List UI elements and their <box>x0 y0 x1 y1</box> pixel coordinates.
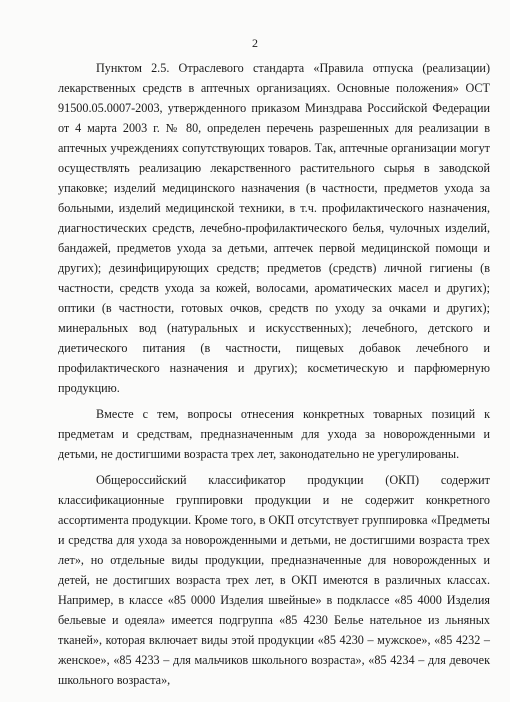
document-body <box>58 58 490 690</box>
paragraph-okp-classification: Общероссийский классификатор продукции (ОКП) содержит классификационные группировки продукции и не содержит конкретного ассортимента продукции. Кроме того, в ОКП отсутствует группировка «Предметы и средства для ухода за новорожденными и детьми, не достигшими возраста трех лет», но отдельные виды продукции, предназначенные для новорожденных и детей, не достигших возраста трех лет, в ОКП имеются в различных классах. Например, в классе «85 0000 Изделия швейные» в подклассе «85 4000 Изделия бельевые и одеяла» имеется подгруппа «85 4230 Белье нательное из льняных тканей», которая включает виды этой продукции «85 4230 – мужское», «85 4232 – женское», «85 4233 – для мальчиков школьного возраста», «85 4234 – для девочек школьного возраста», <box>58 473 490 687</box>
paragraph-pharmacy-goods: Пунктом 2.5. Отраслевого стандарта «Правила отпуска (реализации) лекарственных средств в аптечных организациях. Основные положения» ОСТ 91500.05.0007-2003, утвержденного приказом Минздрава Российской Федерации от 4 марта 2003 г. № 80, определен перечень разрешенных для реализации в аптечных учреждениях сопутствующих товаров. Так, аптечные организации могут осуществлять реализацию лекарственного растительного сырья в заводской упаковке; изделий медицинского назначения (в частности, предметов ухода за больными, изделий медицинской техники, в т.ч. профилактического назначения, диагностических средств, лечебно-профилактического белья, чулочных изделий, бандажей, предметов ухода за детьми, аптечек первой медицинской помощи и других); дезинфицирующих средств; предметов (средств) личной гигиены (в частности, средств ухода за кожей, волосами, ароматических масел и других); оптики (в частности, готовых очков, средств по уходу за очками и других); минеральных вод (натуральных и искусственных); лечебного, детского и диетического питания (в частности, пищевых добавок лечебного и профилактического назначения и других); косметическую и парфюмерную продукцию. <box>58 61 490 395</box>
page-number: 2 <box>252 36 258 50</box>
paragraph-unregulated-items: Вместе с тем, вопросы отнесения конкретных товарных позиций к предметам и средствам, предназначенным для ухода за новорожденными и детьми, не достигшими возраста трех лет, законодательно не урегулированы. <box>58 407 490 461</box>
